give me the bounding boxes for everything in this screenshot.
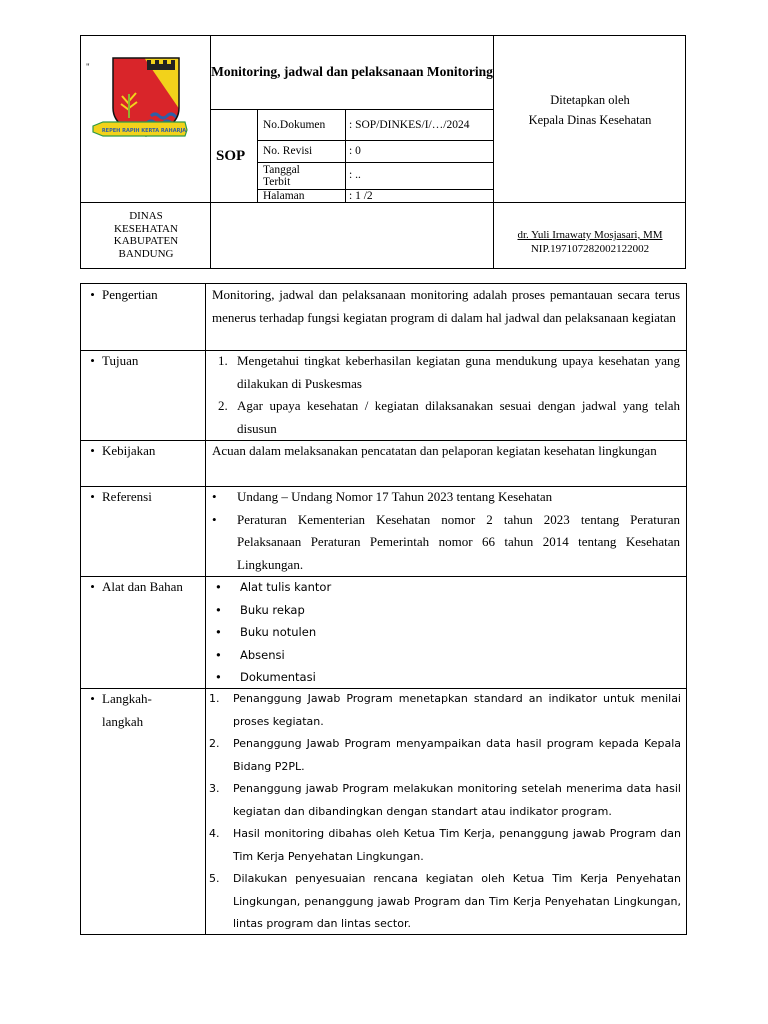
meta-value-tanggal-terbit: : ..: [349, 169, 361, 181]
dinas-line: BANDUNG: [118, 247, 174, 260]
tujuan-list: [212, 350, 680, 440]
divider: [257, 162, 493, 163]
list-item: • Alat tulis kantor: [215, 580, 332, 594]
dinas-line: DINAS: [129, 210, 163, 222]
sop-content-table: [80, 283, 687, 935]
list-item: 5. Dilakukan penyesuaian rencana kegiatan oleh Ketua Tim Kerja Penyehatan Lingkungan, penanggung jawab Program dan Tim Kerja Penyehatan Lingkungan, lintas program dan lintas sector.: [209, 872, 681, 930]
dinas-line: KABUPATEN: [113, 235, 179, 247]
list-item: 2. Agar upaya kesehatan / kegiatan dilaksanakan sesuai dengan jadwal yang telah disusun: [218, 398, 680, 436]
sop-header-table: [80, 35, 686, 269]
section-label-referensi: • Referensi: [90, 489, 152, 504]
list-item: 4. Hasil monitoring dibahas oleh Ketua Tim Kerja, penanggung jawab Program dan Tim Kerja Penyehatan Lingkungan.: [209, 827, 681, 863]
sop-label: SOP: [216, 148, 246, 164]
dinas-line: KESEHATAN: [114, 222, 178, 235]
meta-label-no-revisi: No. Revisi: [263, 145, 313, 157]
quote-mark: ": [86, 62, 90, 72]
list-item: 1. Penanggung Jawab Program menetapkan standard an indikator untuk menilai proses kegiatan.: [209, 692, 681, 728]
meta-value-no-dokumen: : SOP/DINKES/I/…/2024: [349, 119, 470, 131]
list-item: • Dokumentasi: [215, 670, 316, 684]
section-label-alat-dan-bahan: • Alat dan Bahan: [90, 579, 183, 594]
section-label-tujuan: • Tujuan: [90, 353, 139, 368]
list-item: • Undang – Undang Nomor 17 Tahun 2023 tentang Kesehatan: [212, 489, 553, 504]
pengertian-text: Monitoring, jadwal dan pelaksanaan monitoring adalah proses pemantauan secara terus menerus terhadap fungsi kegiatan program di dalam hal jadwal dan pelaksanaan kegiatan: [212, 287, 680, 325]
list-item: 3. Penanggung jawab Program melakukan monitoring setelah menerima data hasil kegiatan dan dibandingkan dengan standart atau indikator program.: [209, 782, 681, 818]
list-item: • Peraturan Kementerian Kesehatan nomor 2 tahun 2023 tentang Peraturan Pelaksanaan Peraturan Pemerintah nomor 66 tahun 2014 tentang Kesehatan Lingkungan.: [212, 511, 680, 572]
document-title: Monitoring, jadwal dan pelaksanaan Monitoring: [211, 64, 493, 79]
kabupaten-bandung-logo: [89, 56, 189, 149]
ditetapkan-block: [493, 90, 687, 130]
alat-list: [215, 576, 683, 689]
section-label-kebijakan: • Kebijakan: [90, 443, 156, 458]
section-label-langkah-langkah: • Langkah- langkah: [90, 691, 152, 729]
kepala-dinas-text: Kepala Dinas Kesehatan: [528, 113, 652, 127]
meta-value-halaman: : 1 /2: [349, 190, 373, 202]
svg-text:REPEH RAPIH KERTA RAHARJA: REPEH RAPIH KERTA RAHARJA: [101, 128, 187, 134]
divider: [81, 202, 686, 203]
list-item: 1. Mengetahui tingkat keberhasilan kegiatan guna mendukung upaya kesehatan yang dilakukan di Puskesmas: [218, 353, 680, 391]
divider: [210, 109, 493, 110]
kebijakan-text: Acuan dalam melaksanakan pencatatan dan pelaporan kegiatan kesehatan lingkungan: [212, 443, 657, 458]
langkah-list: [209, 688, 681, 936]
divider: [257, 140, 493, 141]
signature-block: [493, 228, 687, 256]
signer-name: dr. Yuli Irnawaty Mosjasari, MM: [517, 229, 663, 241]
referensi-list: [212, 486, 680, 576]
list-item: 2. Penanggung Jawab Program menyampaikan data hasil program kepada Kepala Bidang P2PL.: [209, 737, 681, 773]
section-label-pengertian: • Pengertian: [90, 287, 158, 302]
meta-label-tanggal-terbit: Tanggal Terbit: [263, 164, 300, 188]
divider: [205, 284, 206, 934]
meta-label-halaman: Halaman: [263, 190, 305, 202]
meta-value-no-revisi: : 0: [349, 145, 361, 157]
list-item: • Absensi: [215, 647, 285, 662]
dinas-block: [81, 210, 211, 260]
meta-label-no-dokumen: No.Dokumen: [263, 119, 326, 131]
ditetapkan-text: Ditetapkan oleh: [550, 93, 630, 107]
list-item: • Buku rekap: [215, 602, 305, 617]
signer-nip: NIP.197107282002122002: [530, 243, 650, 255]
list-item: • Buku notulen: [215, 625, 317, 639]
